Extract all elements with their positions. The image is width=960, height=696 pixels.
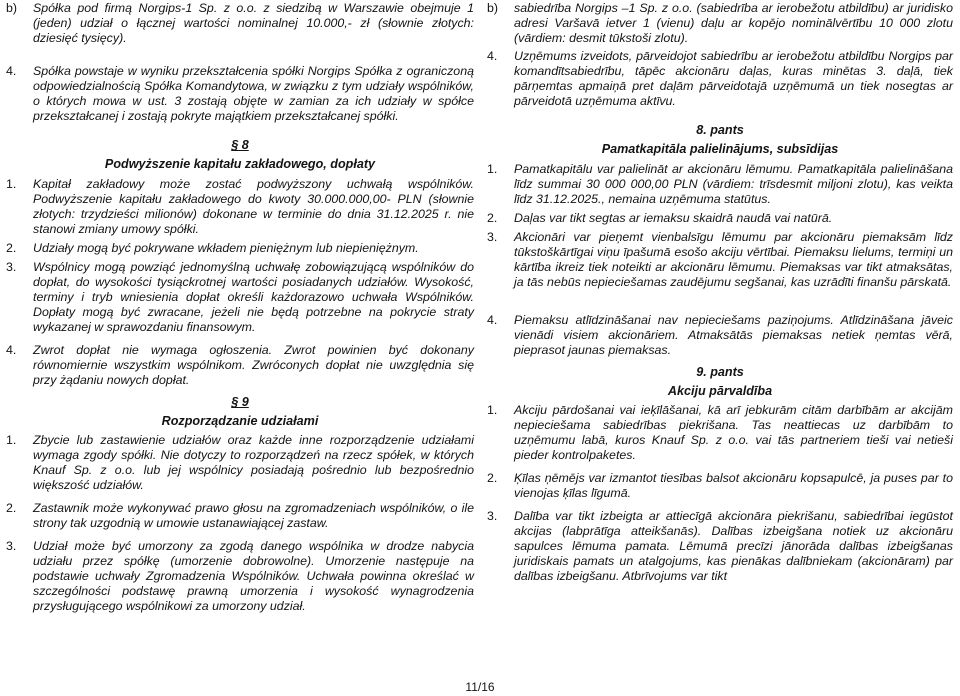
lv-section-9-heading (487, 365, 953, 399)
clause-number: 1. (487, 403, 498, 417)
section-title: Akciju pārvaldība (667, 384, 773, 398)
pl-section-9-heading (6, 395, 474, 429)
pl-s8-item-4 (6, 343, 474, 388)
pl-s9-item-3 (6, 539, 474, 614)
pl-paragraph-4 (6, 64, 474, 124)
clause-text: Wspólnicy mogą powziąć jednomyślną uchwałę zobowiązującą wspólników do dopłat, do wysokości tysiąckrotnej wartości posiadanych udziałów. Wysokość, terminy i tryb wniesienia dopłat określi każdorazowo uchwała Wspólników. Dopłaty mogą być zwracane, jeżeli nie będą potrzebne na pokrycie straty wykazanej w sprawozdaniu finansowym. (33, 260, 474, 334)
clause-number: 1. (6, 433, 17, 447)
pl-section-8-heading (6, 138, 474, 172)
pl-s9-item-1 (6, 433, 474, 493)
clause-text: Spółka powstaje w wyniku przekształcenia spółki Norgips Spółka z ograniczoną odpowiedzialnością Spółka Komandytowa, w związku z tym udziały wspólników, o których mowa w ust. 3 zostają objęte w zamian za ich udziały w spółce przekształcanej i zostają pokryte majątkiem przekształcanej spółki. (33, 64, 474, 123)
lv-clause-b (487, 1, 953, 46)
polish-column (6, 0, 474, 614)
pl-s8-item-3 (6, 260, 474, 335)
clause-text: Daļas var tikt segtas ar iemaksu skaidrā naudā vai natūrā. (514, 211, 833, 225)
clause-text: Dalība var tikt izbeigta ar attiecīgā akcionāra piekrišanu, sabiedrībai iegūstot akcijas (labprātīga atteikšanās). Dalības izbeigšana notiek uz akcionāru sapulces lēmuma pamata. Lēmumā precīzi jānorāda dalības izbeigšanas juridiskais pamats un atalgojums, kas pienākas dalībniekam (akcionāram) par dalības izbeigšanu. Atbrīvojums var tikt (514, 509, 953, 583)
clause-text: Spółka pod firmą Norgips-1 Sp. z o.o. z siedzibą w Warszawie obejmuje 1 (jeden) udział o łącznej wartości nominalnej 10.000,- zł (słownie złotych: dziesięć tysięcy). (33, 1, 474, 45)
clause-text: sabiedrība Norgips –1 Sp. z o.o. (sabiedrība ar ierobežotu atbildību) ar juridisko adresi Varšavā ietver 1 (vienu) daļu ar kopējo nominālvērtību 10 000 zlotu (vārdiem: desmit tūkstoši zlotu). (514, 1, 953, 45)
section-number: 8. pants (696, 123, 744, 137)
section-title: Rozporządzanie udziałami (161, 414, 319, 428)
clause-number: 4. (6, 64, 17, 78)
clause-number: 1. (6, 177, 17, 191)
section-number: § 8 (231, 138, 249, 152)
clause-text: Zwrot dopłat nie wymaga ogłoszenia. Zwrot powinien być dokonany równomiernie wszystkim wspólnikom. Zwróconych dopłat nie uwzględnia się przy żądaniu nowych dopłat. (33, 343, 474, 387)
lv-section-8-heading (487, 123, 953, 157)
lv-s9-item-3 (487, 509, 953, 584)
section-number: § 9 (231, 395, 249, 409)
clause-text: Kapitał zakładowy może zostać podwyższony uchwałą wspólników. Podwyższenie kapitału zakładowego do kwoty 30.000.000,00- PLN (słownie złotych: trzydzieści milionów) dokonane w terminie do dnia 31.12.2025 r. nie stanowi zmiany umowy spółki. (33, 177, 474, 236)
lv-s9-item-1 (487, 403, 953, 463)
section-number: 9. pants (696, 365, 744, 379)
lv-s8-item-1 (487, 162, 953, 207)
clause-number: 3. (6, 539, 17, 553)
clause-text: Zbycie lub zastawienie udziałów oraz każde inne rozporządzenie udziałami wymaga zgody spółki. Nie dotyczy to rozporządzeń na rzecz spółek, w których Knauf Sp. z o.o. lub jej wspólnicy posiadają pośrednio lub bezpośrednio większość udziałów. (33, 433, 474, 492)
section-title: Podwyższenie kapitału zakładowego, dopłaty (104, 157, 376, 171)
clause-text: Akciju pārdošanai vai ieķīlāšanai, kā arī jebkurām citām darbībām ar akcijām nepieciešama sabiedrības piekrišana. Tas neattiecas uz darbībām to uzņēmumu labā, kuros Knauf Sp. z o.o. vai tās partneriem tieši vai netieši pieder kontrolpaketes. (514, 403, 953, 462)
latvian-column (487, 0, 953, 584)
pl-clause-b (6, 1, 474, 46)
clause-text: Udział może być umorzony za zgodą danego wspólnika w drodze nabycia udziału przez spółkę (umorzenie dobrowolne). Umorzenie następuje na podstawie uchwały Zgromadzenia Wspólników. Uchwała powinna określać w szczególności podstawę prawną umorzenia i wysokość wynagrodzenia przysługującego wspólnikowi za umorzony udział. (33, 539, 474, 613)
clause-number: 1. (487, 162, 498, 176)
clause-number: 3. (487, 509, 498, 523)
clause-text: Piemaksu atlīdzināšanai nav nepieciešams paziņojums. Atlīdzināšana jāveic vienādi visiem akcionāriem. Atmaksātās piemaksas netiek ņemtas vērā, pieprasot jaunas piemaksas. (514, 313, 953, 357)
lv-s8-item-3 (487, 230, 953, 290)
clause-number: 4. (6, 343, 17, 357)
lv-s9-item-2 (487, 471, 953, 501)
clause-text: Zastawnik może wykonywać prawo głosu na zgromadzeniach wspólników, o ile strony tak uzgodnią w umowie ustanawiającej zastaw. (33, 501, 474, 530)
clause-number: 2. (487, 211, 498, 225)
clause-number: 4. (487, 49, 498, 63)
clause-text: Akcionāri var pieņemt vienbalsīgu lēmumu par akcionāru piemaksām līdz tūkstoškārtīgai viņu īpašumā esošo akciju vērtībai. Piemaksu lielums, termiņi un kārtība ikreiz tiek noteikti ar akcionāru lēmumu. Piemaksas var tikt atmaksātas, ja tās nebūs nepieciešamas zaudējumu segšanai, kas uzrādīti finanšu pārskatā. (514, 230, 953, 289)
pl-s8-item-1 (6, 177, 474, 237)
clause-text: Ķīlas ņēmējs var izmantot tiesības balsot akcionāru kopsapulcē, ja puses par to vienojas ķīlas līgumā. (514, 471, 953, 500)
clause-number: b) (6, 1, 18, 15)
lv-s8-item-4 (487, 313, 953, 358)
clause-number: 3. (6, 260, 17, 274)
lv-s8-item-2 (487, 211, 953, 226)
lv-paragraph-4 (487, 49, 953, 109)
section-title: Pamatkapitāla palielinājums, subsīdijas (601, 142, 839, 156)
clause-text: Uzņēmums izveidots, pārveidojot sabiedrību ar ierobežotu atbildību Norgips par komandītsabiedrību, tāpēc akcionāru daļas, kuras minētas 3. daļā, tiek pārņemtas apmaiņā pret daļām pārveidotajā uzņēmumā un tiek nosegtas ar pārveidotā uzņēmuma aktīvu. (514, 49, 953, 108)
clause-number: 2. (6, 241, 17, 255)
clause-number: 2. (487, 471, 498, 485)
pl-s8-item-2 (6, 241, 474, 256)
page-number: 11/16 (465, 680, 495, 694)
clause-text: Udziały mogą być pokrywane wkładem pieniężnym lub niepieniężnym. (33, 241, 419, 255)
clause-text: Pamatkapitālu var palielināt ar akcionāru lēmumu. Pamatkapitāla palielināšana līdz summai 30 000 000,00 PLN (vārdiem: trīsdesmit miljoni zlotu), kas veikta līdz 31.12.2025., nemaina uzņēmuma statūtus. (514, 162, 953, 206)
clause-number: b) (487, 1, 499, 15)
pl-s9-item-2 (6, 501, 474, 531)
clause-number: 3. (487, 230, 498, 244)
clause-number: 4. (487, 313, 498, 327)
clause-number: 2. (6, 501, 17, 515)
